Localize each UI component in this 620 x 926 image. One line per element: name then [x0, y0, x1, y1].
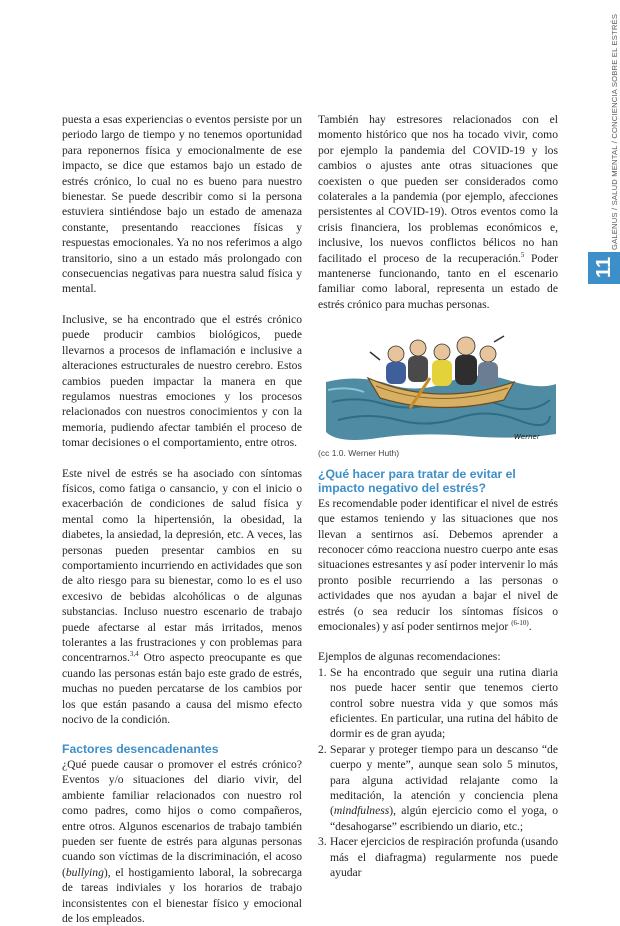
paragraph: Este nivel de estrés se ha asociado con síntomas físicos, como fatiga o cansancio, y con el inicio o exacerbación de condiciones de salud física y mental como la hipertensión, la obesidad, la diabetes, la ansiedad, la depresión, etc. A veces, las personas pueden presentar cambios en su comportamiento incurriendo en actividades que son de alto riesgo para su bienestar, como lo es el uso excesivo de bebidas alcohólicas o de algunas substancias. Incluso nuestro escenario de trabajo puede afectarse al estar más irritados, menos tolerantes a las frustraciones y con problemas para concentrarnos.$^{3,4}$ Otro aspecto preocupante es que cuando las personas están bajo este grado de estrés, muchas no pueden percatarse de los cambios por los que están pasando a causa del mismo efecto nocivo de la condición. — [62, 466, 302, 727]
page-number-box — [588, 252, 620, 284]
paragraph: puesta a esas experiencias o eventos persiste por un periodo largo de tiempo y no tenemos oportunidad para reponernos física y emocionalmente de ese impacto, se dice que estamos bajo un estado de estrés crónico, lo cual no es bueno para nuestro bienestar. Se puede describir como si la persona estuviera sintiéndose bajo un estado de amenaza constante, presentando reacciones físicas y respuestas emocionales. Ya no nos referimos a algo transitorio, sino a un estado más prolongado con consecuencias negativas para nuestra salud física y mental. — [62, 113, 302, 296]
list-item: 2. Separar y proteger tiempo para un descanso “de cuerpo y mente”, aunque sean solo 5 minutos, para alguna actividad relajante como la meditación, la atención y conciencia plena (mindfulness), algún ejercicio como el yoga, o “desahogarse” escribiendo un diario, etc.; — [318, 742, 558, 833]
sidebar — [588, 0, 620, 802]
page-number: 11 — [593, 256, 615, 278]
reference: (6-10) — [511, 619, 529, 628]
paragraph: Inclusive, se ha encontrado que el estrés crónico puede producir cambios biológicos, puede llevarnos a procesos de inflamación e inclusive a alteraciones estructurales de nuestro cerebro. Estos cambios pueden impactar la manera en que regulamos nuestras emociones y los procesos relacionados con nuestros conocimientos y con la memoria, pudiendo afectar también el proceso de tomar decisiones o el comportamiento, entre otros. — [62, 312, 302, 450]
list-item: 3. Hacer ejercicios de respiración profunda (usando más el diafragma) regularmente nos puede ayudar — [318, 835, 558, 880]
paragraph: ¿Qué puede causar o promover el estrés crónico? Eventos y/o situaciones del diario vivir, del ambiente familiar relacionados con nuestro rol como padres, como hijos o como compañeros, entre otros. Algunos escenarios de trabajo también pueden ser fuente de estrés para algunas personas cuando son víctimas de la discriminación, el acoso (bullying), el hostigamiento laboral, la sobrecarga de tareas indiviales y los horarios de trabajo inconsistentes con el bienestar físico y emocional de los empleados. — [62, 757, 302, 925]
reference: 5 — [520, 250, 525, 259]
paragraph: También hay estresores relacionados con el momento histórico que nos ha tocado vivir, como por ejemplo la pandemia del COVID-19 y los cambios o ajustes ante otras situaciones que coexisten o que pueden ser considerados como colaterales a la pandemia (por ejemplo, afecciones persistentes al COVID-19). Otros eventos como la crisis financiera, los problemas económicos e, inclusive, los nuevos conflictos bélicos no han facilitado el proceso de la recuperación.$^5$ Poder mantenerse funcionando, tanto en el escenario familiar como laboral, representa un estado de estrés crónico para muchas personas. — [318, 113, 558, 311]
illustration-signature: Werner — [514, 433, 540, 442]
running-head — [598, 13, 619, 250]
figure-caption: (cc 1.0. Werner Huth) — [318, 448, 400, 459]
right-column — [318, 112, 558, 880]
running-head-text: GALENUS / SALUD MENTAL / CONCIENCIA SOBRE EL ESTRÉS — [610, 13, 619, 250]
recommendations-list — [318, 665, 558, 881]
reference: 3,4 — [129, 650, 139, 659]
section-heading: ¿Qué hacer para tratar de evitar el impacto negativo del estrés? — [318, 466, 516, 496]
left-column — [62, 112, 302, 926]
paragraph: Es recomendable poder identificar el nivel de estrés que estamos teniendo y las situaciones que nos llevan a sentirnos así. Debemos aprender a reconocer cómo reacciona nuestro cuerpo ante esas situaciones estresantes y así poder intervenir lo más pronto posible recurriendo a las personas o actividades que nos ayudan a bajar el nivel de estrés (o sea reducir los síntomas físicos o emocionales) y así poder sentirnos mejor $^{(6-10)}$. — [318, 496, 558, 633]
section-heading: Factores desencadenantes — [62, 742, 219, 757]
list-intro: Ejemplos de algunas recomendaciones: — [318, 650, 501, 664]
list-item: 1. Se ha encontrado que seguir una rutina diaria nos puede hacer sentir que tenemos cierto control sobre nuestra vida y que somos más eficientes. En particular, una rutina del hábito de dormir es de gran ayuda; — [318, 665, 558, 741]
boat-cartoon-illustration — [318, 312, 558, 444]
